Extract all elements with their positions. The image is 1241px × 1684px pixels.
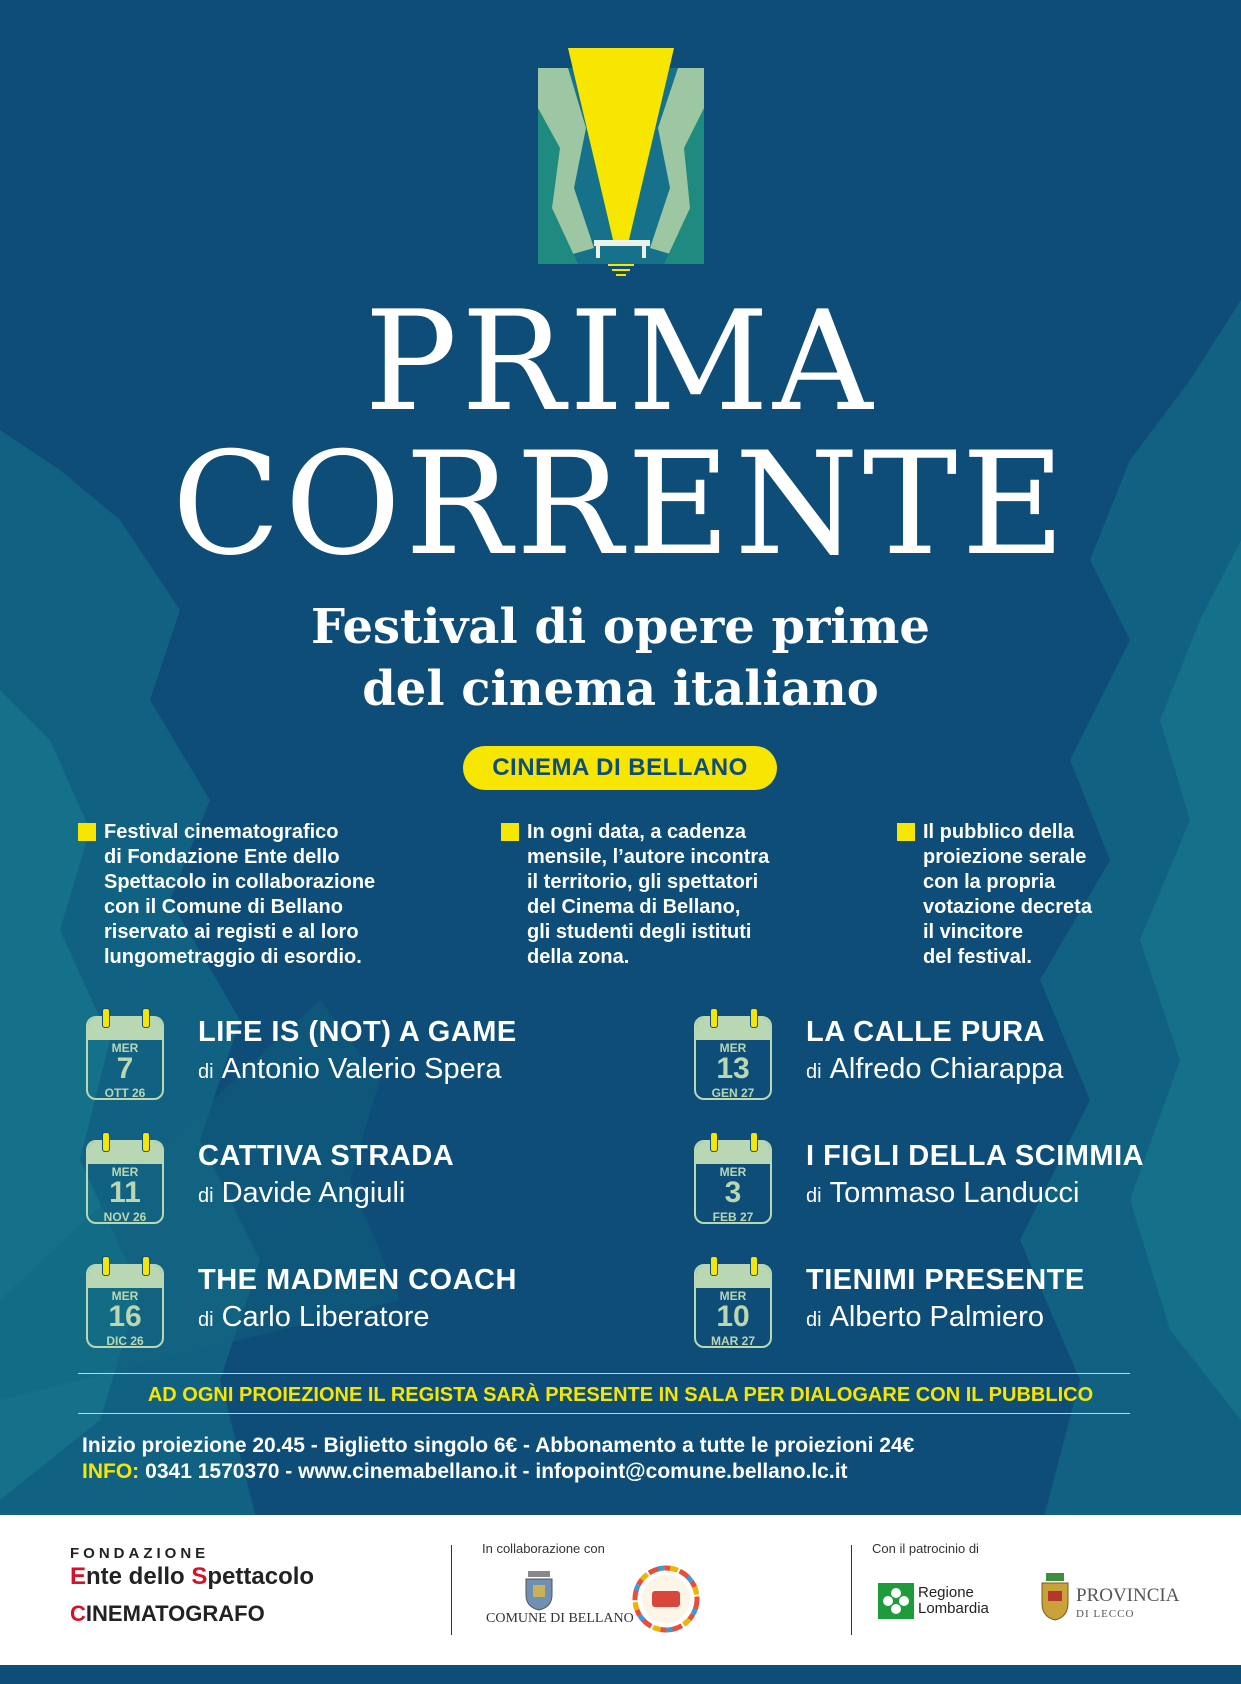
provincia-crest-icon [1040,1573,1070,1621]
venue-badge: CINEMA DI BELLANO [463,746,777,790]
description-text [104,820,375,970]
calendar-month: OTT 26 [104,1086,146,1100]
footer-separator [451,1545,452,1635]
director-prefix: di [806,1309,822,1331]
patronage-label: Con il patrocinio di [872,1541,979,1556]
price-line: Inizio proiezione 20.45 - Biglietto singolo 6€ - Abbonamento a tutte le proiezioni 24€ [82,1434,915,1457]
film-entry [86,1008,646,1108]
film-title: I FIGLI DELLA SCIMMIA [806,1140,1145,1172]
calendar-weekday: MER [111,1041,139,1055]
fes-text: nte dello [86,1563,192,1590]
cinematografo-letter: C [70,1601,86,1626]
film-director-line [198,1053,502,1086]
cinema-bellano-logo-icon [632,1565,700,1633]
lombardia-text: Lombardia [918,1600,989,1617]
fes-text: pettacolo [207,1563,315,1590]
desc-line: In ogni data, a cadenza [527,821,746,843]
calendar-ring [710,1008,718,1028]
cinematografo-logo [70,1601,265,1627]
film-entry [694,1132,1241,1232]
regione-lombardia-icon [878,1583,914,1619]
desc-line: mensile, l’autore incontra [527,846,770,868]
calendar-icon [694,1132,776,1226]
collaboration-label: In collaborazione con [482,1541,605,1556]
film-director-line [806,1053,1063,1086]
calendar-ring [102,1256,110,1276]
desc-line: Festival cinematografico [104,821,339,843]
film-director-line [806,1301,1044,1334]
film-director: Tommaso Landucci [829,1177,1080,1209]
film-entry [86,1132,646,1232]
film-entry [86,1256,646,1356]
calendar-ring [750,1256,758,1276]
film-title: CATTIVA STRADA [198,1140,455,1172]
comune-bellano-logo: COMUNE DI BELLANO [486,1611,634,1626]
film-director: Antonio Valerio Spera [221,1053,502,1085]
director-prefix: di [806,1185,822,1207]
fes-letter: E [70,1563,87,1590]
calendar-month: FEB 27 [712,1210,754,1224]
calendar-weekday: MER [719,1289,747,1303]
film-director: Alberto Palmiero [829,1301,1044,1333]
calendar-icon [694,1256,776,1350]
bullet-square-icon [501,823,519,841]
calendar-ring [142,1256,150,1276]
description-text [527,820,769,970]
desc-line: del Cinema di Bellano, [527,896,741,918]
calendar-ring [750,1132,758,1152]
regione-lombardia-logo [918,1585,989,1617]
calendar-icon [86,1008,168,1102]
lombardia-text: Regione [918,1584,974,1601]
desc-line: con il Comune di Bellano [104,896,343,918]
desc-line: con la propria [923,871,1056,893]
fes-logo-line-2 [70,1563,314,1591]
desc-line: il territorio, gli spettatori [527,871,759,893]
calendar-month: DIC 26 [106,1334,144,1348]
desc-line: riservato ai registi e al loro [104,921,359,943]
film-title: TIENIMI PRESENTE [806,1264,1085,1296]
film-entry [694,1256,1241,1356]
desc-line: gli studenti degli istituti [527,921,752,943]
film-director-line [198,1177,405,1210]
comune-crest-icon [520,1569,558,1611]
calendar-day: 16 [108,1300,142,1333]
cinematografo-text: INEMATOGRAFO [85,1601,265,1626]
director-prefix: di [198,1309,214,1331]
calendar-month: MAR 27 [710,1334,755,1348]
title-line-1: PRIMA [364,281,877,442]
film-director: Alfredo Chiarappa [829,1053,1064,1085]
calendar-day: 7 [116,1052,134,1085]
calendar-day: 3 [724,1176,742,1209]
calendar-ring [710,1132,718,1152]
film-director-line [198,1301,430,1334]
desc-line: della zona. [527,946,630,968]
calendar-ring [102,1132,110,1152]
calendar-header [696,1266,770,1288]
desc-line: il vincitore [923,921,1024,943]
calendar-day: 10 [716,1300,750,1333]
divider [78,1373,1130,1374]
calendar-month: NOV 26 [103,1210,147,1224]
title-line-2: CORRENTE [171,422,1070,587]
calendar-ring [102,1008,110,1028]
calendar-weekday: MER [719,1041,747,1055]
calendar-day: 11 [109,1176,141,1209]
calendar-header [88,1266,162,1288]
calendar-weekday: MER [111,1289,139,1303]
fes-letter: S [191,1563,208,1590]
desc-line: Il pubblico della [923,821,1075,843]
film-director-line [806,1177,1079,1210]
desc-line: proiezione serale [923,846,1087,868]
desc-line: votazione decreta [923,896,1092,918]
director-prefix: di [198,1185,214,1207]
calendar-icon [86,1132,168,1226]
calendar-icon [694,1008,776,1102]
director-presence-notice: AD OGNI PROIEZIONE IL REGISTA SARÀ PRESENTE IN SALA PER DIALOGARE CON IL PUBBLICO [147,1384,1094,1406]
info-label: INFO: [82,1460,140,1483]
calendar-header [88,1142,162,1164]
fes-logo-line-1: FONDAZIONE [70,1545,210,1562]
description-text [923,820,1092,970]
film-entry [694,1008,1241,1108]
footer-bottom-bar [0,1665,1241,1684]
director-prefix: di [198,1061,214,1083]
calendar-icon [86,1256,168,1350]
calendar-ring [142,1008,150,1028]
info-line [82,1460,848,1484]
footer-sponsors [0,1515,1241,1665]
bullet-square-icon [78,823,96,841]
calendar-day: 13 [716,1052,750,1085]
festival-logo [538,48,704,278]
desc-line: Spettacolo in collaborazione [104,871,376,893]
subtitle [0,596,1241,720]
calendar-weekday: MER [111,1165,139,1179]
calendar-header [88,1018,162,1040]
provincia-lecco-logo: PROVINCIA [1076,1585,1180,1606]
subtitle-line-1: Festival di opere prime [311,599,930,655]
divider [78,1413,1130,1414]
film-director: Davide Angiuli [221,1177,406,1209]
desc-line: del festival. [923,946,1032,968]
desc-line: di Fondazione Ente dello [104,846,340,868]
calendar-month: GEN 27 [711,1086,755,1100]
director-prefix: di [806,1061,822,1083]
subtitle-line-2: del cinema italiano [362,661,879,717]
film-title: THE MADMEN COACH [198,1264,517,1296]
bullet-square-icon [897,823,915,841]
provincia-lecco-sub: DI LECCO [1076,1608,1135,1620]
calendar-weekday: MER [719,1165,747,1179]
footer-separator [851,1545,852,1635]
info-contacts: 0341 1570370 - www.cinemabellano.it - infopoint@comune.bellano.lc.it [145,1460,848,1483]
film-director: Carlo Liberatore [221,1301,430,1333]
calendar-ring [750,1008,758,1028]
film-title: LA CALLE PURA [806,1016,1046,1048]
desc-line: lungometraggio di esordio. [104,946,362,968]
calendar-ring [142,1132,150,1152]
calendar-header [696,1142,770,1164]
calendar-header [696,1018,770,1040]
calendar-ring [710,1256,718,1276]
film-title: LIFE IS (NOT) A GAME [198,1016,517,1048]
